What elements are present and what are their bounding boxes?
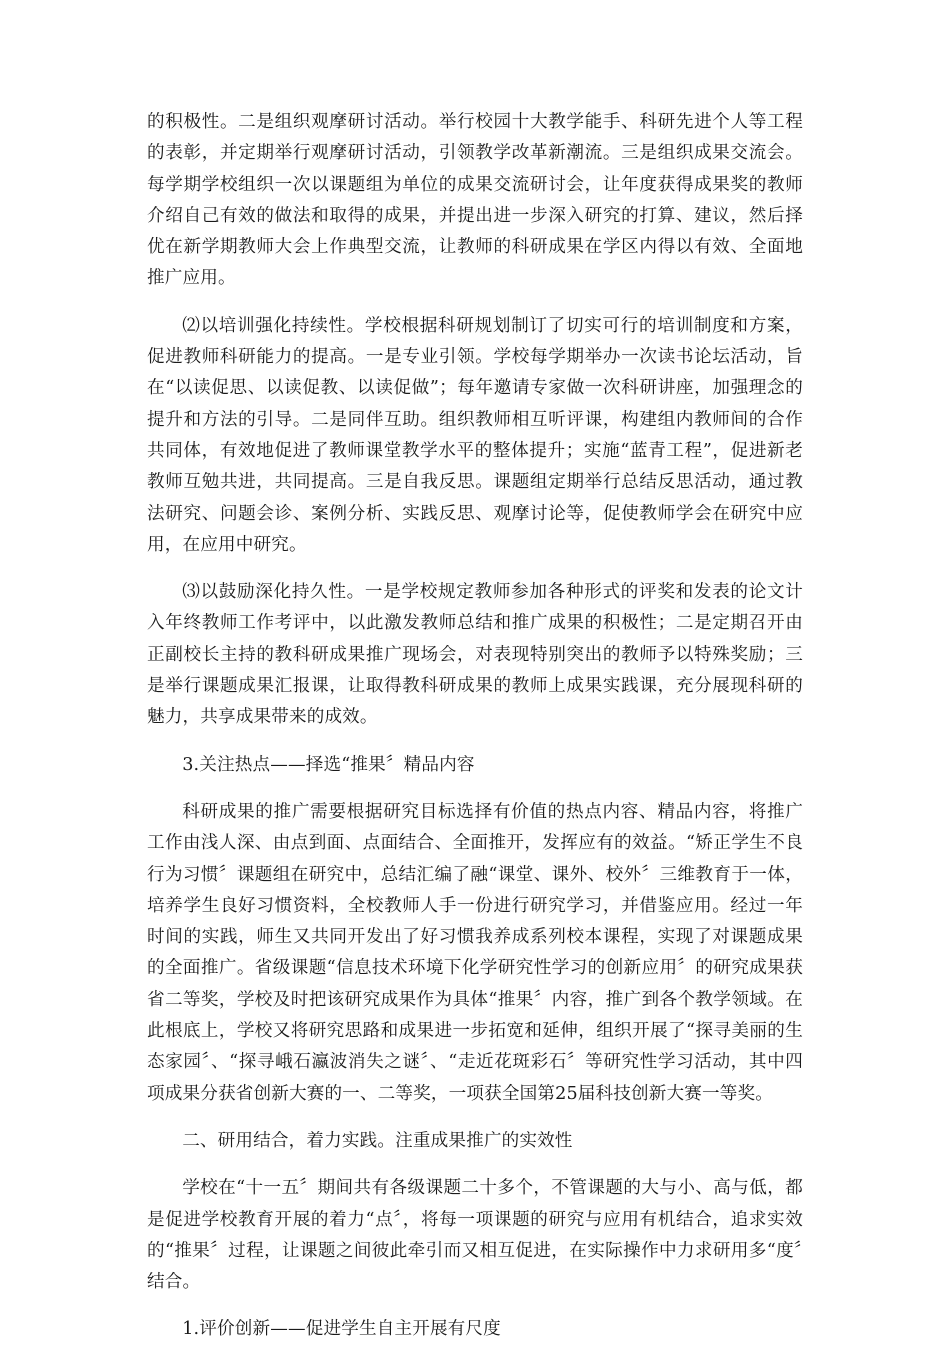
section-heading-evaluation: 1.评价创新——促进学生自主开展有尺度: [182, 1319, 501, 1340]
paragraph-hotspot-content: 科研成果的推广需要根据研究目标选择有价值的热点内容、精品内容，将推广工作由浅人深、由点到面、点面结合、全面推开，发挥应有的效益。“矫正学生不良行为习惯〞课题组在研究中，总结汇编了融“课堂、课外、校外〞三维教育于一体，培养学生良好习惯资料，全校教师人手一份进行研究学习，并借鉴应用。经过一年时间的实践，师生又共同开发出了好习惯我养成系列校本课程，实现了对课题成果的全面推广。省级课题“信息技术环境下化学研究性学习的创新应用〞的研究成果获省二等奖，学校及时把该研究成果作为具体“推果〞内容，推广到各个教学领域。在此根底上，学校又将研究思路和成果进一步拓宽和延伸，组织开展了“探寻美丽的生态家园〞、“探寻峨石瀛波消失之谜〞、“走近花斑彩石〞等研究性学习活动，其中四项成果分获省创新大赛的一、二等奖，一项获全国第25届科技创新大赛一等奖。: [147, 801, 803, 1104]
section-heading-hotspots: 3.关注热点——择选“推果〞精品内容: [182, 754, 475, 775]
paragraph-activities: 的积极性。二是组织观摩研讨活动。举行校园十大教学能手、科研先进个人等工程的表彰，并定期举行观摩研讨活动，引领教学改革新潮流。三是组织成果交流会。每学期学校组织一次以课题组为单位的成果交流研讨会，让年度获得成果奖的教师介绍自己有效的做法和取得的成果，并提出进一步深入研究的打算、建议，然后择优在新学期教师大会上作典型交流，让教师的科研成果在学区内得以有效、全面地推广应用。: [147, 112, 803, 289]
section-heading-practice: 二、研用结合，着力实践。注重成果推广的实效性: [182, 1130, 573, 1151]
paragraph-practice: 学校在“十一五〞期间共有各级课题二十多个，不管课题的大与小、高与低，都是促进学校教育开展的着力“点〞，将每一项课题的研究与应用有机结合，追求实效的“推果〞过程，让课题之间彼此牵引而又相互促进，在实际操作中力求研用多“度〞结合。: [147, 1178, 803, 1293]
paragraph-encouragement: ⑶以鼓励深化持久性。一是学校规定教师参加各种形式的评奖和发表的论文计入年终教师工作考评中，以此激发教师总结和推广成果的积极性；二是定期召开由正副校长主持的教科研成果推广现场会，对表现特别突出的教师予以特殊奖励；三是举行课题成果汇报课，让取得教科研成果的教师上成果实践课，充分展现科研的魅力，共享成果带来的成效。: [147, 582, 803, 728]
document-body: [147, 107, 803, 1362]
paragraph-training: ⑵以培训强化持续性。学校根据科研规划制订了切实可行的培训制度和方案，促进教师科研能力的提高。一是专业引领。学校每学期举办一次读书论坛活动，旨在“以读促思、以读促教、以读促做”；每年邀请专家做一次科研讲座，加强理念的提升和方法的引导。二是同伴互助。组织教师相互听评课，构建组内教师间的合作共同体，有效地促进了教师课堂教学水平的整体提升；实施“蓝青工程”，促进新老教师互勉共进，共同提高。三是自我反思。课题组定期举行总结反思活动，通过教法研究、问题会诊、案例分析、实践反思、观摩讨论等，促使教师学会在研究中应用，在应用中研究。: [147, 315, 803, 555]
